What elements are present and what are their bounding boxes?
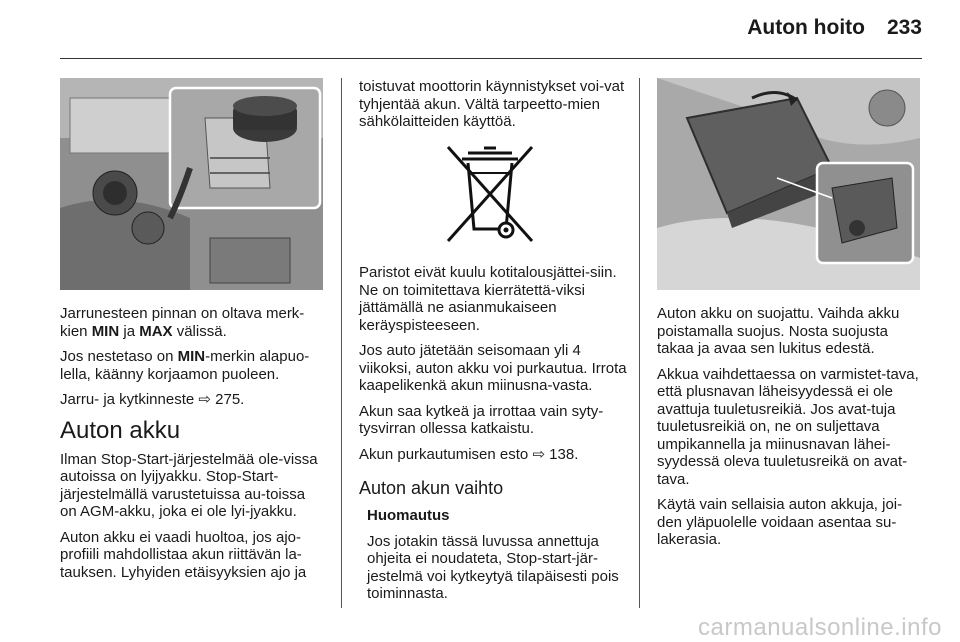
column-2-top xyxy=(359,78,627,139)
page-reference-arrow-icon: ⇨ xyxy=(198,391,211,408)
page-header xyxy=(0,0,960,60)
note-box xyxy=(359,507,629,603)
column-3 xyxy=(657,305,927,557)
watermark: carmanualsonline.info xyxy=(698,614,942,641)
disposal-paragraph: Paristot eivät kuulu kotitalousjättei-siin. Ne on toimitettava kierrätettä-viksi jättämällä ne asianmukaiseen keräyspisteeseen. xyxy=(359,264,617,334)
header-rule xyxy=(60,58,922,59)
storage-paragraph: Jos auto jätetään seisomaan yli 4 viikoksi, auton akku voi purkautua. Irrota kaapelikenkä akun miinusna-vasta. xyxy=(359,342,627,394)
cross-reference-discharge[interactable]: Akun purkautumisen esto ⇨ 138. xyxy=(359,445,579,463)
page-reference-arrow-icon: ⇨ xyxy=(532,445,546,463)
cross-reference-brake-fluid[interactable]: Jarru- ja kytkinneste ⇨ 275. xyxy=(60,391,245,408)
brake-fluid-level-paragraph: Jarrunesteen pinnan on oltava merk-kien MIN ja MAX välissä. xyxy=(60,305,305,340)
fuse-box-paragraph: Käytä vain sellaisia auton akkuja, joi-den yläpuolelle voidaan asentaa su-lakerasia. xyxy=(657,496,903,548)
low-level-paragraph: Jos nestetaso on MIN-merkin alapuo-lella, käänny korjaamon puoleen. xyxy=(60,348,310,383)
column-divider-2 xyxy=(639,78,640,608)
column-2 xyxy=(359,264,629,611)
battery-heading: Auton akku xyxy=(60,416,181,444)
battery-drain-paragraph: toistuvat moottorin käynnistykset voi-vat tyhjentää akun. Vältä tarpeetto-mien sähkölaitteiden käyttöä. xyxy=(359,78,625,130)
ignition-paragraph: Akun saa kytkeä ja irrottaa vain syty-tysvirran ollessa katkaistu. xyxy=(359,402,604,437)
battery-maintenance-paragraph: Auton akku ei vaadi huoltoa, jos ajo-profiili mahdollistaa akun riittävän la-tauksen. Lyhyiden etäisyyksien ajo ja xyxy=(60,528,307,581)
cover-paragraph: Auton akku on suojattu. Vaihda akku poistamalla suojus. Nosta suojusta takaa ja avaa sen lukitus edestä. xyxy=(657,305,900,357)
note-text: Jos jotakin tässä luvussa annettuja ohjeita ei noudateta, Stop-start-jär-jestelmä voi kytkeytyä tilapäisesti pois toiminnasta. xyxy=(367,532,619,602)
column-1 xyxy=(60,305,325,589)
battery-type-paragraph: Ilman Stop-Start-järjestelmää ole-vissa autoissa on lyijyakku. Stop-Start-järjestelmällä varustetuissa au-toissa on AGM-akku, joka ei ole lyi-jyakku. xyxy=(60,450,318,520)
vent-holes-paragraph: Akkua vaihdettaessa on varmistet-tava, että plusnavan läheisyydessä ei ole avattuja tuuletusreikiä. Jos avat-tuja tuuletusreikiä on, ne on suljettava umpikannella ja miinusnavan lähei-syydessä oleva tuuletusreikä on avat-tava. xyxy=(657,365,919,488)
column-divider-1 xyxy=(341,78,342,608)
section-title: Auton hoito xyxy=(747,16,865,39)
brake-fluid-reservoir-photo xyxy=(60,78,323,290)
note-title: Huomautus xyxy=(367,507,450,524)
battery-cover-photo xyxy=(657,78,920,290)
battery-replacement-heading: Auton akun vaihto xyxy=(359,478,504,498)
crossed-out-wheelie-bin-icon xyxy=(440,143,540,246)
page-number: 233 xyxy=(886,16,922,39)
